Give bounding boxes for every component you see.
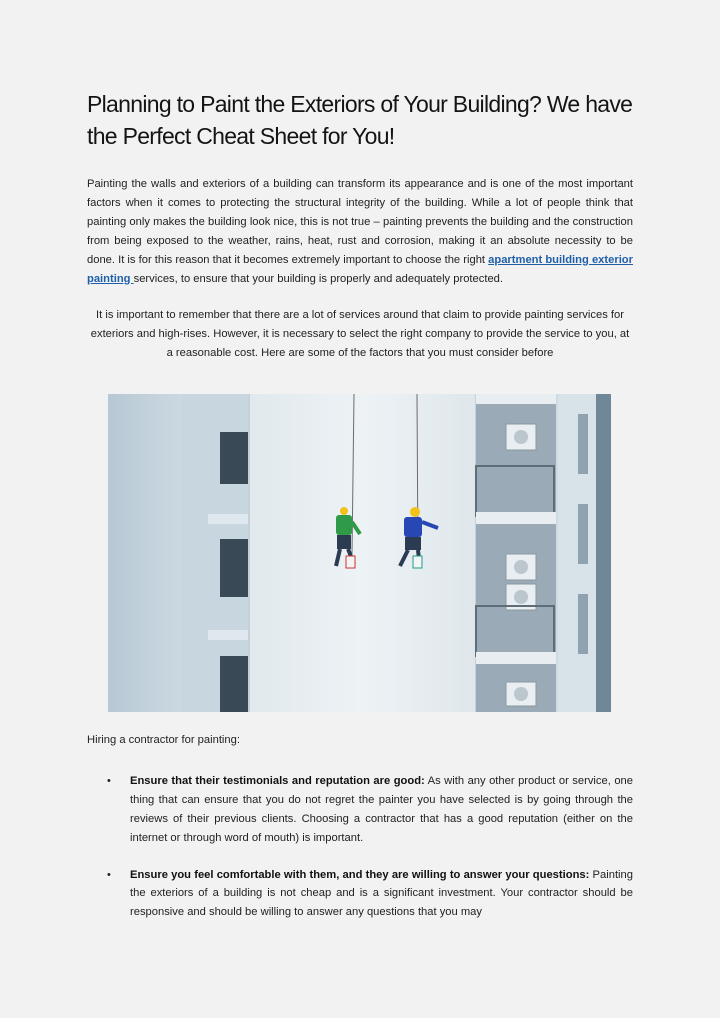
building-painters-photo bbox=[108, 394, 611, 712]
factor-heading: Ensure that their testimonials and reputation are good: bbox=[130, 774, 425, 787]
bullet-icon: • bbox=[107, 774, 111, 787]
factor-text: As with any other product or service, one thing that can ensure that you do not regret the painter you have selected is by going through the reviews of their previous clients. Choosing a contractor that has a good reputation (either on the internet or through word of mouth) is important. bbox=[130, 774, 633, 844]
central-wall bbox=[249, 394, 476, 712]
left-slab-2 bbox=[208, 630, 250, 640]
article-body bbox=[87, 88, 633, 363]
exterior-painting-link[interactable]: apartment building exterior painting bbox=[87, 253, 633, 285]
factor-text: Painting the exteriors of a building is not cheap and is a significant investment. Your contractor should be responsive and should be willing to answer any questions that you may bbox=[130, 868, 633, 919]
factor-item bbox=[87, 866, 633, 923]
left-window-3 bbox=[220, 656, 248, 712]
left-slab-1 bbox=[208, 514, 250, 524]
considerations-paragraph: It is important to remember that there are a lot of services around that claim to provide painting services for exteriors and high-rises. However, it is necessary to select the right company to provide the service to you, at a reasonable cost. Here are some of the factors that you must consider before bbox=[90, 309, 630, 360]
balcony-3 bbox=[506, 682, 536, 706]
factor-heading: Ensure you feel comfortable with them, and they are willing to answer your questions: bbox=[130, 868, 590, 881]
left-window-1 bbox=[220, 432, 248, 484]
intro-text-start: Painting the walls and exteriors of a building can transform its appearance and is one of the most important factors when it comes to protecting the structural integrity of the building. While a lot of people think that painting only makes the building look nice, this is not true – painting prevents the building and the construction from being exposed to the weather, rains, heat, rust and corrosion, making it an absolute necessity to be done. It is for this reason that it becomes extremely important to choose the right bbox=[87, 178, 633, 266]
intro-text-end: services, to ensure that your building is properly and adequately protected. bbox=[133, 272, 504, 285]
hiring-lead: Hiring a contractor for painting: bbox=[87, 734, 240, 746]
contractor-section bbox=[87, 731, 633, 940]
factor-item bbox=[87, 772, 633, 848]
left-window-2 bbox=[220, 539, 248, 597]
factors-list bbox=[87, 772, 633, 922]
left-building-face bbox=[108, 394, 184, 712]
bullet-icon: • bbox=[107, 868, 111, 881]
intro-paragraph bbox=[87, 175, 633, 288]
article-title: Planning to Paint the Exteriors of Your Building? We have the Perfect Cheat Sheet for You! bbox=[87, 91, 633, 149]
